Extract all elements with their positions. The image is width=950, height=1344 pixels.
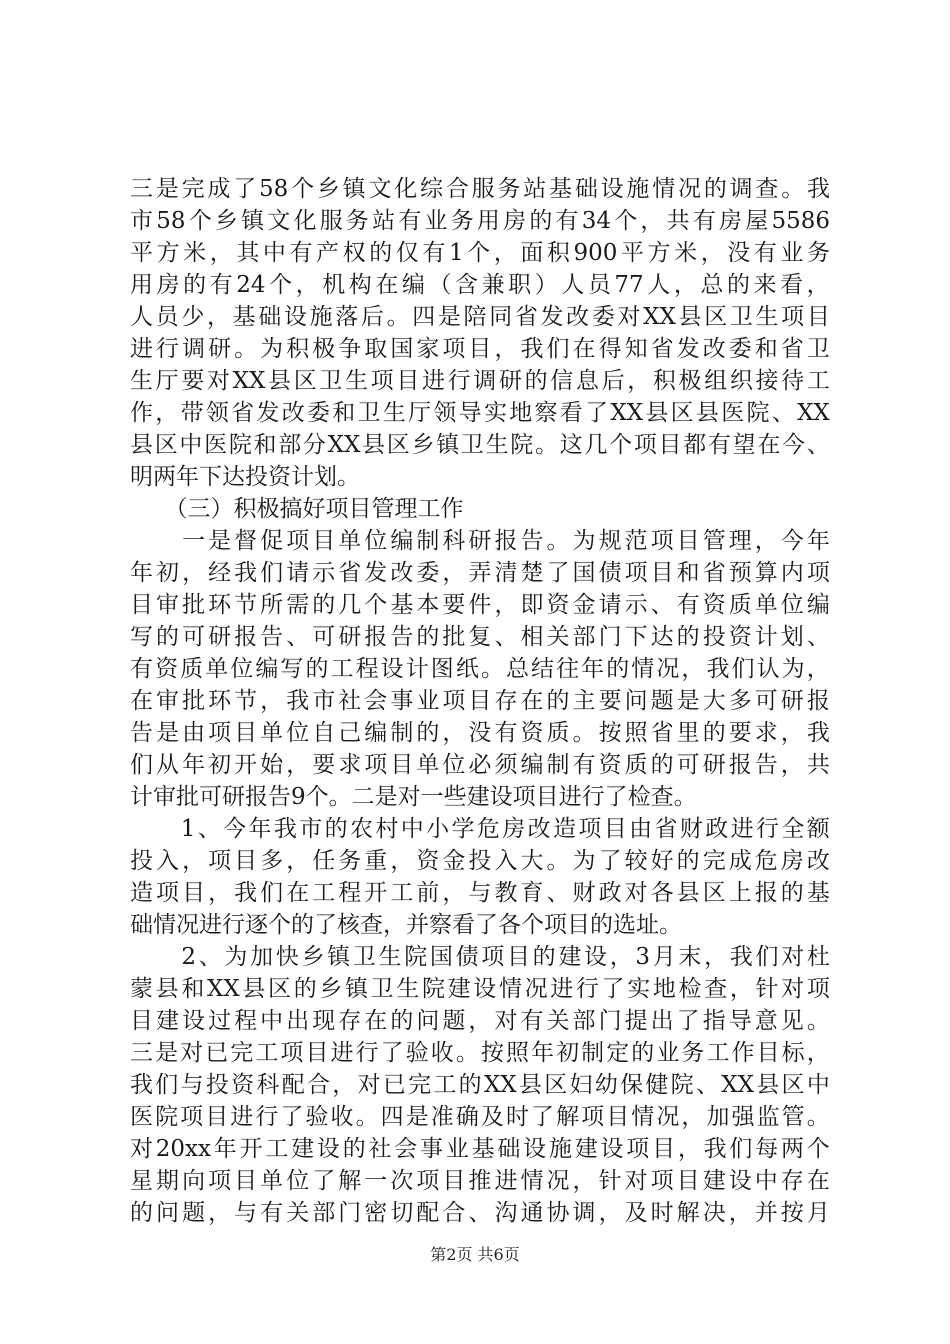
page-number-label: 第2页 共6页 bbox=[430, 1245, 520, 1264]
text-line bbox=[130, 589, 830, 621]
text-line-content: 人 员 少 ， 基 础 设 施 落 后 。 四 是 陪 同 省 发 改 委 对 XX 县 区 卫 生 项 目 bbox=[130, 304, 830, 330]
text-line bbox=[130, 493, 830, 525]
text-line-content: 年 初 ， 经 我 们 请 示 省 发 改 委 ， 弄 清 楚 了 国 债 项 目 和 省 预 算 内 项 bbox=[130, 560, 830, 586]
text-line bbox=[130, 685, 830, 717]
text-line-content: 的 问 题 ， 与 有 关 部 门 密 切 配 合 、 沟 通 协 调 ， 及 时 解 决 ， 并 按 月 bbox=[130, 1200, 830, 1226]
text-line-content: 三 是 对 已 完 工 项 目 进 行 了 验 收 。 按 照 年 初 制 定 的 业 务 工 作 目 标 ， bbox=[130, 1040, 830, 1066]
text-line bbox=[130, 205, 830, 237]
text-line-content: 造 项 目 ， 我 们 在 工 程 开 工 前 ， 与 教 育 、 财 政 对 各 县 区 上 报 的 基 bbox=[130, 880, 830, 906]
text-line bbox=[130, 301, 830, 333]
text-line bbox=[130, 365, 830, 397]
text-line bbox=[130, 653, 830, 685]
text-line-content: 在 审 批 环 节 ， 我 市 社 会 事 业 项 目 存 在 的 主 要 问 题 是 大 多 可 研 报 bbox=[130, 688, 830, 714]
text-line-content: 们 从 年 初 开 始 ， 要 求 项 目 单 位 必 须 编 制 有 资 质 的 可 研 报 告 ， 共 bbox=[130, 752, 830, 778]
document-body bbox=[130, 173, 830, 1229]
text-line-content: 一 是 督 促 项 目 单 位 编 制 科 研 报 告 。 为 规 范 项 目 管 理 ， 今 年 bbox=[182, 528, 830, 554]
text-line-content: 计审批可研报告9个。二是对一些建设项目进行了检查。 bbox=[130, 784, 697, 810]
text-line bbox=[130, 397, 830, 429]
text-line bbox=[130, 1069, 830, 1101]
text-line-content: 目 审 批 环 节 所 需 的 几 个 基 本 要 件 ， 即 资 金 请 示 、 有 资 质 单 位 编 bbox=[130, 592, 830, 618]
text-line-content: 星 期 向 项 目 单 位 了 解 一 次 项 目 推 进 情 况 ， 针 对 项 目 建 设 中 存 在 bbox=[130, 1168, 830, 1194]
text-line bbox=[130, 333, 830, 365]
text-line-content: 目 建 设 过 程 中 出 现 存 在 的 问 题 ， 对 有 关 部 门 提 出 了 指 导 意 见 。 bbox=[130, 1008, 830, 1034]
text-line bbox=[130, 237, 830, 269]
text-line bbox=[130, 717, 830, 749]
text-line bbox=[130, 557, 830, 589]
text-line-content: 投 入 ， 项 目 多 ， 任 务 重 ， 资 金 投 入 大 。 为 了 较 好 的 完 成 危 房 改 bbox=[130, 848, 830, 874]
text-line-content: 平 方 米 ， 其 中 有 产 权 的 仅 有 1 个 ， 面 积 900 平 方 米 ， 没 有 业 务 bbox=[130, 240, 830, 266]
text-line-content: 础情况进行逐个的了核查，并察看了各个项目的选址。 bbox=[130, 912, 682, 938]
text-line bbox=[130, 1037, 830, 1069]
text-line-content: 市 58 个 乡 镇 文 化 服 务 站 有 业 务 用 房 的 有 34 个 ， 共 有 房 屋 5586 bbox=[130, 208, 830, 234]
text-line-content: 明两年下达投资计划。 bbox=[130, 464, 360, 490]
text-line bbox=[130, 1101, 830, 1133]
text-line-content: 写 的 可 研 报 告 、 可 研 报 告 的 批 复 、 相 关 部 门 下 达 的 投 资 计 划 、 bbox=[130, 624, 830, 650]
text-line-content: 告 是 由 项 目 单 位 自 己 编 制 的 ， 没 有 资 质 。 按 照 省 里 的 要 求 ， 我 bbox=[130, 720, 830, 746]
text-line bbox=[130, 461, 830, 493]
text-line bbox=[130, 173, 830, 205]
text-line-content: 用 房 的 有 24 个 ， 机 构 在 编 （ 含 兼 职 ） 人 员 77 人 ， 总 的 来 看 ， bbox=[130, 272, 830, 298]
text-line-content: 生 厅 要 对 XX 县 区 卫 生 项 目 进 行 调 研 的 信 息 后 ， 积 极 组 织 接 待 工 bbox=[130, 368, 830, 394]
text-line-content: 医 院 项 目 进 行 了 验 收 。 四 是 准 确 及 时 了 解 项 目 情 况 ， 加 强 监 管 。 bbox=[130, 1104, 830, 1130]
text-line bbox=[130, 941, 830, 973]
text-line bbox=[130, 1197, 830, 1229]
text-line-content: （三）积极搞好项目管理工作 bbox=[130, 496, 464, 522]
text-line bbox=[130, 781, 830, 813]
text-line bbox=[130, 429, 830, 461]
text-line-content: 对 20xx 年 开 工 建 设 的 社 会 事 业 基 础 设 施 建 设 项 目 ， 我 们 每 两 个 bbox=[130, 1136, 830, 1162]
text-line bbox=[130, 909, 830, 941]
text-line-content: 有 资 质 单 位 编 写 的 工 程 设 计 图 纸 。 总 结 往 年 的 情 况 ， 我 们 认 为 ， bbox=[130, 656, 830, 682]
text-line-content: 作 ， 带 领 省 发 改 委 和 卫 生 厅 领 导 实 地 察 看 了 XX 县 区 县 医 院 、 XX bbox=[130, 400, 830, 426]
text-line-content: 三 是 完 成 了 58 个 乡 镇 文 化 综 合 服 务 站 基 础 设 施 情 况 的 调 查 。 我 bbox=[130, 176, 830, 202]
text-line bbox=[130, 269, 830, 301]
text-line bbox=[130, 973, 830, 1005]
text-line bbox=[130, 813, 830, 845]
text-line bbox=[130, 877, 830, 909]
text-line bbox=[130, 621, 830, 653]
text-line bbox=[130, 525, 830, 557]
page-footer bbox=[0, 1244, 950, 1266]
text-line-content: 蒙 县 和 XX 县 区 的 乡 镇 卫 生 院 建 设 情 况 进 行 了 实 地 检 查 ， 针 对 项 bbox=[130, 976, 830, 1002]
text-line-content: 1 、 今 年 我 市 的 农 村 中 小 学 危 房 改 造 项 目 由 省 财 政 进 行 全 额 bbox=[180, 816, 830, 842]
text-line bbox=[130, 1005, 830, 1037]
text-line bbox=[130, 1133, 830, 1165]
text-line-content: 我 们 与 投 资 科 配 合 ， 对 已 完 工 的 XX 县 区 妇 幼 保 健 院 、 XX 县 区 中 bbox=[130, 1072, 830, 1098]
text-line-content: 县 区 中 医 院 和 部 分 XX 县 区 乡 镇 卫 生 院 。 这 几 个 项 目 都 有 望 在 今 、 bbox=[130, 432, 830, 458]
text-line bbox=[130, 1165, 830, 1197]
text-line-content: 2 、 为 加 快 乡 镇 卫 生 院 国 债 项 目 的 建 设 ， 3 月 末 ， 我 们 对 杜 bbox=[181, 944, 830, 970]
text-line-content: 进 行 调 研 。 为 积 极 争 取 国 家 项 目 ， 我 们 在 得 知 省 发 改 委 和 省 卫 bbox=[130, 336, 830, 362]
text-line bbox=[130, 749, 830, 781]
text-line bbox=[130, 845, 830, 877]
